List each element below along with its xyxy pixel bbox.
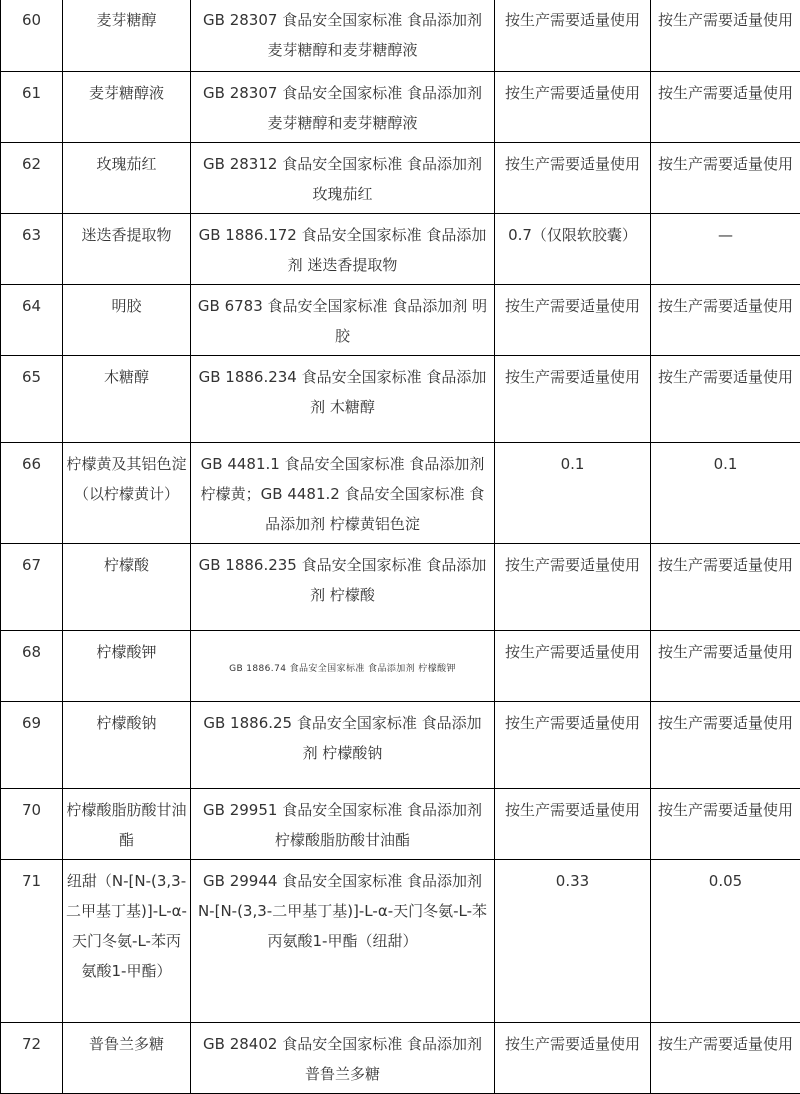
table-row [1,631,800,702]
usage-limit-a: 按生产需要适量使用 [495,789,651,860]
table-row [1,214,800,285]
additive-name: 柠檬酸钾 [63,631,191,702]
usage-limit-b: 按生产需要适量使用 [651,285,800,356]
usage-limit-a: 按生产需要适量使用 [495,285,651,356]
additive-name: 麦芽糖醇液 [63,72,191,143]
usage-limit-a: 按生产需要适量使用 [495,143,651,214]
usage-limit-b: — [651,214,800,285]
usage-limit-a: 按生产需要适量使用 [495,356,651,443]
additive-name: 明胶 [63,285,191,356]
standard-reference: GB 1886.74 食品安全国家标准 食品添加剂 柠檬酸钾 [229,663,456,675]
usage-limit-a: 按生产需要适量使用 [495,1023,651,1094]
usage-limit-a: 按生产需要适量使用 [495,631,651,702]
row-number: 69 [1,702,63,789]
table-row [1,789,800,860]
standard-reference: GB 28402 食品安全国家标准 食品添加剂 普鲁兰多糖 [191,1023,495,1094]
usage-limit-b: 按生产需要适量使用 [651,356,800,443]
additive-name: 柠檬酸 [63,544,191,631]
usage-limit-b: 按生产需要适量使用 [651,143,800,214]
table-row [1,0,800,72]
additive-name: 柠檬酸钠 [63,702,191,789]
standard-reference: GB 1886.234 食品安全国家标准 食品添加剂 木糖醇 [191,356,495,443]
row-number: 72 [1,1023,63,1094]
usage-limit-b: 按生产需要适量使用 [651,544,800,631]
additive-name: 纽甜（N-[N-(3,3-二甲基丁基)]-L-α-天门冬氨-L-苯丙氨酸1-甲酯） [63,860,191,1023]
standard-reference: GB 6783 食品安全国家标准 食品添加剂 明胶 [191,285,495,356]
table-row [1,285,800,356]
row-number: 60 [1,0,63,72]
standard-reference: GB 28307 食品安全国家标准 食品添加剂 麦芽糖醇和麦芽糖醇液 [191,0,495,72]
row-number: 63 [1,214,63,285]
row-number: 61 [1,72,63,143]
standard-reference: GB 4481.1 食品安全国家标准 食品添加剂 柠檬黄；GB 4481.2 食品安全国家标准 食品添加剂 柠檬黄铝色淀 [191,443,495,544]
standard-reference: GB 1886.172 食品安全国家标准 食品添加剂 迷迭香提取物 [191,214,495,285]
usage-limit-a: 按生产需要适量使用 [495,0,651,72]
row-number: 68 [1,631,63,702]
table-row [1,702,800,789]
usage-limit-a: 按生产需要适量使用 [495,72,651,143]
usage-limit-b: 按生产需要适量使用 [651,789,800,860]
table-row [1,72,800,143]
usage-limit-b: 按生产需要适量使用 [651,702,800,789]
usage-limit-b: 按生产需要适量使用 [651,72,800,143]
additive-name: 柠檬酸脂肪酸甘油酯 [63,789,191,860]
usage-limit-a: 0.1 [495,443,651,544]
usage-limit-b: 0.1 [651,443,800,544]
additive-name: 木糖醇 [63,356,191,443]
additive-name: 麦芽糖醇 [63,0,191,72]
usage-limit-a: 0.7（仅限软胶囊） [495,214,651,285]
row-number: 71 [1,860,63,1023]
table-row [1,443,800,544]
usage-limit-a: 0.33 [495,860,651,1023]
standard-reference: GB 1886.25 食品安全国家标准 食品添加剂 柠檬酸钠 [191,702,495,789]
usage-limit-b: 0.05 [651,860,800,1023]
additive-name: 玫瑰茄红 [63,143,191,214]
row-number: 62 [1,143,63,214]
table-row [1,544,800,631]
usage-limit-b: 按生产需要适量使用 [651,0,800,72]
table-row [1,1023,800,1094]
standard-reference: GB 29951 食品安全国家标准 食品添加剂 柠檬酸脂肪酸甘油酯 [191,789,495,860]
usage-limit-b: 按生产需要适量使用 [651,1023,800,1094]
standard-reference-cell [191,631,495,702]
standard-reference: GB 1886.235 食品安全国家标准 食品添加剂 柠檬酸 [191,544,495,631]
row-number: 67 [1,544,63,631]
row-number: 64 [1,285,63,356]
usage-limit-a: 按生产需要适量使用 [495,544,651,631]
standard-reference: GB 28307 食品安全国家标准 食品添加剂 麦芽糖醇和麦芽糖醇液 [191,72,495,143]
table-row [1,356,800,443]
row-number: 65 [1,356,63,443]
additive-name: 柠檬黄及其铝色淀（以柠檬黄计） [63,443,191,544]
table-row [1,143,800,214]
additive-name: 普鲁兰多糖 [63,1023,191,1094]
standard-reference: GB 28312 食品安全国家标准 食品添加剂 玫瑰茄红 [191,143,495,214]
additive-name: 迷迭香提取物 [63,214,191,285]
table-row [1,860,800,1023]
standard-reference: GB 29944 食品安全国家标准 食品添加剂 N-[N-(3,3-二甲基丁基)]-L-α-天门冬氨-L-苯丙氨酸1-甲酯（纽甜） [191,860,495,1023]
row-number: 66 [1,443,63,544]
usage-limit-a: 按生产需要适量使用 [495,702,651,789]
usage-limit-b: 按生产需要适量使用 [651,631,800,702]
row-number: 70 [1,789,63,860]
